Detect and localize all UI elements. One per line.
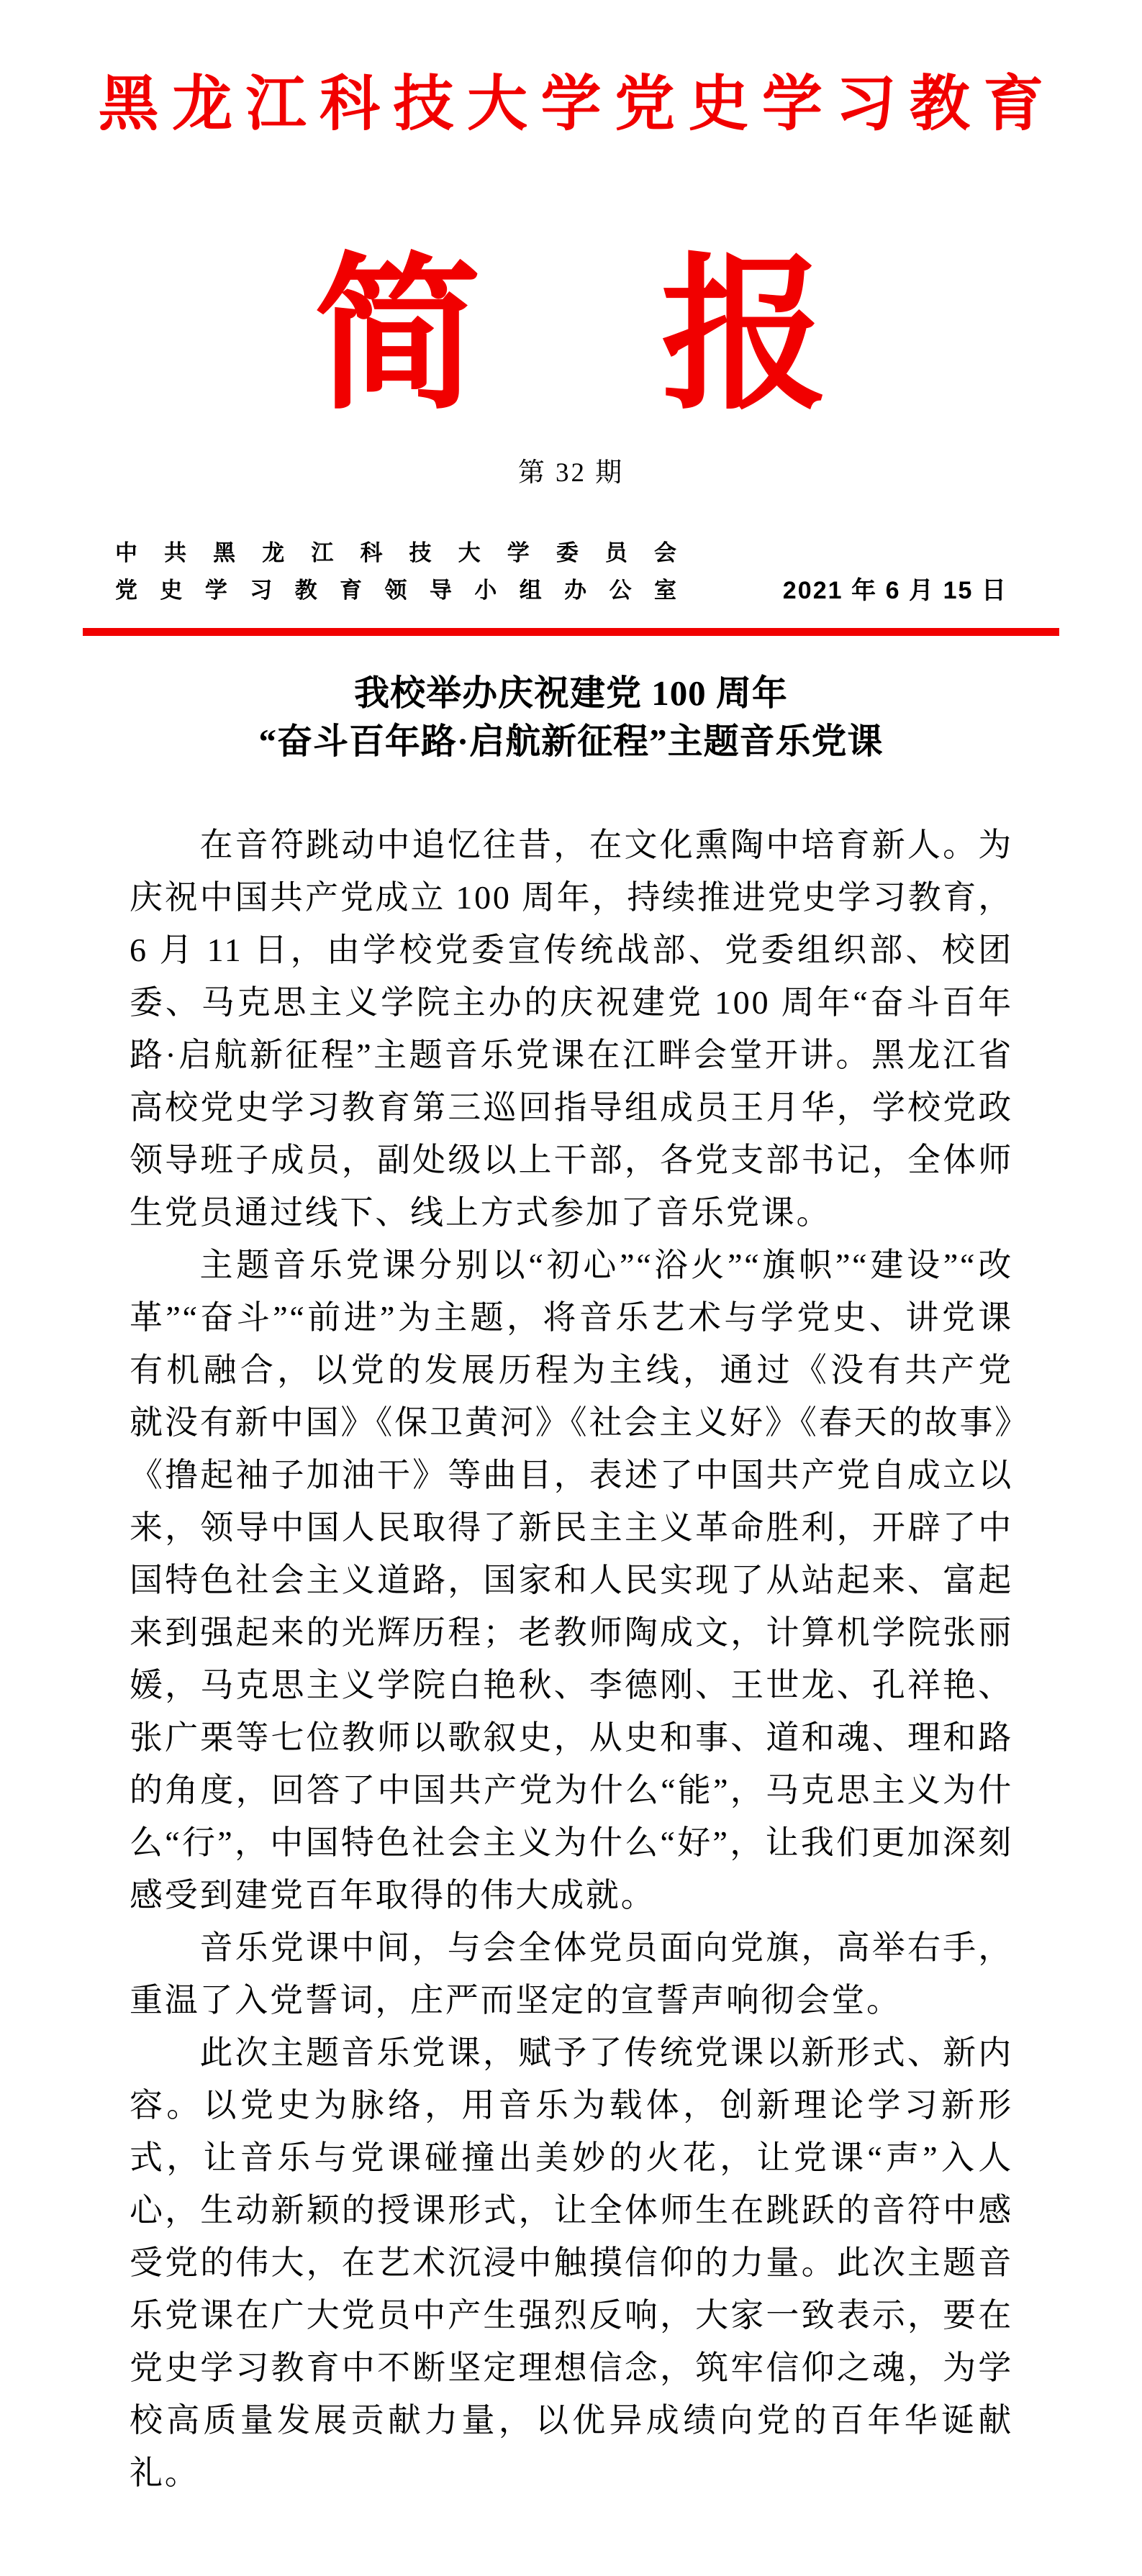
issue-date: 2021 年 6 月 15 日 [782, 576, 1007, 604]
body-paragraph: 在音符跳动中追忆往昔，在文化熏陶中培育新人。为庆祝中国共产党成立 100 周年，持续推进党史学习教育，6 月 11 日，由学校党委宣传统战部、党委组织部、校团委、马克思主义学院主办的庆祝建党 100 周年“奋斗百年路·启航新征程”主题音乐党课在江畔会堂开讲。黑龙江省高校党史学习教育第三巡回指导组成员王月华，学校党政领导班子成员，副处级以上干部，各党支部书记，全体师生党员通过线下、线上方式参加了音乐党课。 [130, 826, 1013, 1231]
body-paragraph: 音乐党课中间，与会全体党员面向党旗，高举右手，重温了入党誓词，庄严而坚定的宣誓声响彻会堂。 [130, 1929, 1013, 2019]
issuer-row [83, 534, 1059, 609]
article-title [83, 669, 1059, 765]
red-divider-rule [83, 628, 1059, 636]
masthead-org-title: 黑龙江科技大学党史学习教育 [98, 71, 1057, 138]
issue-number: 第 32 期 [517, 458, 625, 488]
article [83, 669, 1059, 2499]
article-title-line-2: “奋斗百年路·启航新征程”主题音乐党课 [258, 721, 884, 761]
body-paragraph: 主题音乐党课分别以“初心”“浴火”“旗帜”“建设”“改革”“奋斗”“前进”为主题，将音乐艺术与学党史、讲党课有机融合，以党的发展历程为主线，通过《没有共产党 就没有新中国》《保卫黄河》《社会主义好》《春天的故事》《撸起袖子加油干》等曲目，表述了中国共产党自成立以来，领导中国人民取得了新民主主义革命胜利，开辟了中国特色社会主义道路，国家和人民实现了从站起来、富起来到强起来的光辉历程；老教师陶成文，计算机学院张丽媛，马克思主义学院白艳秋、李德刚、王世龙、孔祥艳、张广栗等七位教师以歌叙史，从史和事、道和魂、理和路的角度，回答了中国共产党为什么“能”，马克思主义为什么“行”，中国特色社会主义为什么“好”，让我们更加深刻感受到建党百年取得的伟大成就。 [130, 1246, 1013, 1913]
article-title-line-1: 我校举办庆祝建党 100 周年 [354, 673, 788, 713]
issuer-block [115, 534, 676, 609]
bulletin-title [83, 244, 1059, 429]
bulletin-title-char-1: 简 [314, 244, 481, 429]
bulletin-title-char-2: 报 [661, 244, 828, 429]
masthead [83, 69, 1059, 636]
article-body [130, 819, 1013, 2499]
issuer-org-line-2: 党史学习教育领导小组办公室 [115, 577, 676, 603]
issuer-org-line-1: 中共黑龙江科技大学委员会 [115, 540, 676, 565]
body-paragraph: 此次主题音乐党课，赋予了传统党课以新形式、新内容。以党史为脉络，用音乐为载体，创新理论学习新形式，让音乐与党课碰撞出美妙的火花，让党课“声”入人心，生动新颖的授课形式，让全体师生在跳跃的音符中感受党的伟大，在艺术沉浸中触摸信仰的力量。此次主题音乐党课在广大党员中产生强烈反响，大家一致表示，要在党史学习教育中不断坚定理想信念，筑牢信仰之魂，为学校高质量发展贡献力量，以优异成绩向党的百年华诞献礼。 [130, 2034, 1013, 2491]
